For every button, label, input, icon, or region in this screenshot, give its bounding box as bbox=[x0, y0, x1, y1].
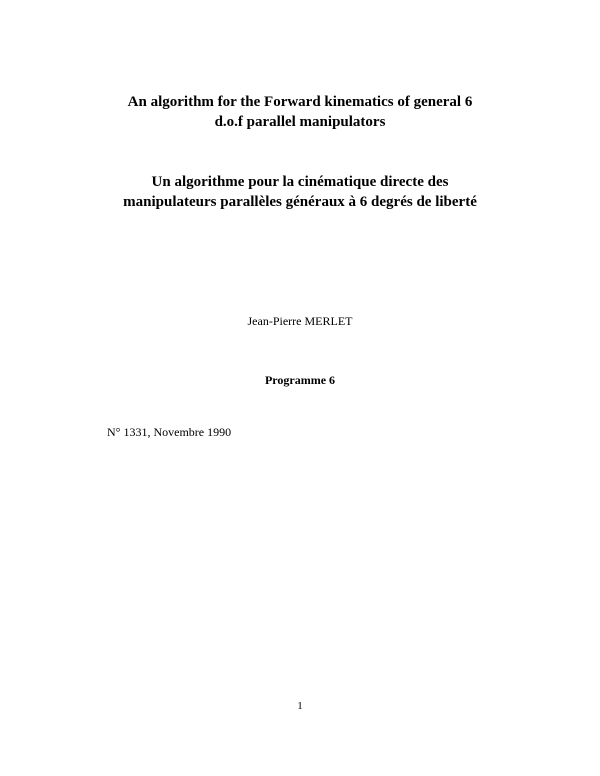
author-name: Jean-Pierre MERLET bbox=[247, 314, 353, 328]
report-number: N° 1331, Novembre 1990 bbox=[107, 425, 232, 439]
english-title-line-1: An algorithm for the Forward kinematics of general 6 bbox=[127, 94, 473, 110]
english-title-line-2: d.o.f parallel manipulators bbox=[214, 114, 386, 130]
french-title bbox=[0, 172, 600, 212]
french-title-line-2: manipulateurs parallèles généraux à 6 degrés de liberté bbox=[123, 194, 477, 210]
french-title-line-1: Un algorithme pour la cinématique directe des bbox=[151, 174, 449, 190]
programme-label: Programme 6 bbox=[264, 373, 336, 387]
english-title bbox=[0, 92, 600, 132]
page-number: 1 bbox=[297, 700, 303, 712]
